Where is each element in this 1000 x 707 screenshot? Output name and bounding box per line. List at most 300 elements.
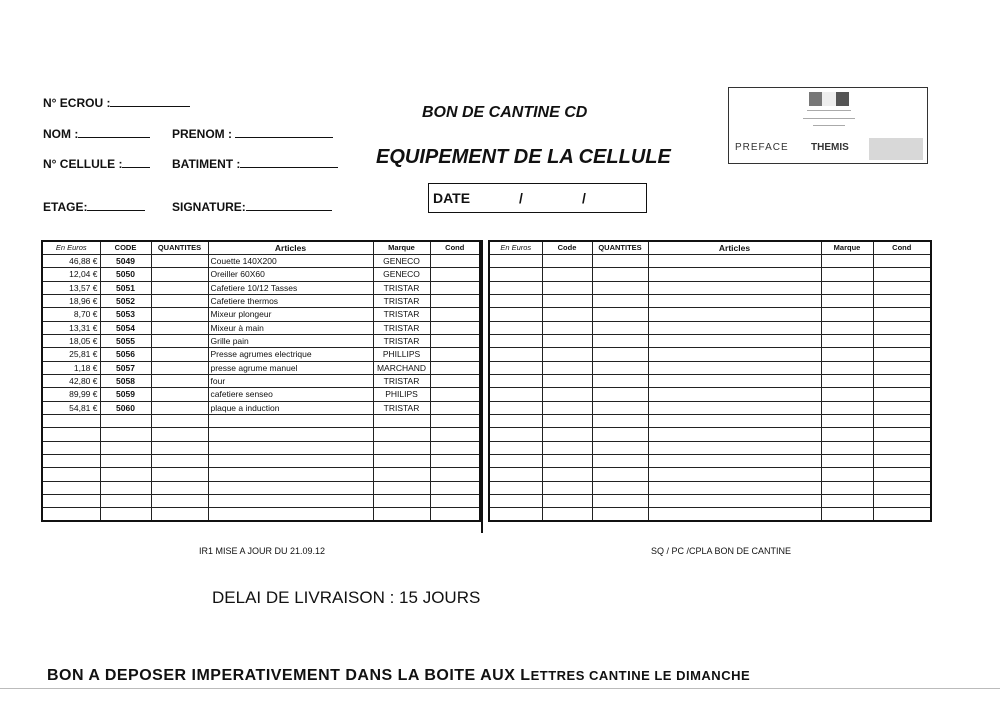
signature-field <box>172 199 332 214</box>
brand-cell <box>821 495 873 508</box>
date-separator: / <box>519 190 523 206</box>
quantity-cell[interactable] <box>151 495 208 508</box>
table-header-row <box>42 241 480 254</box>
brand-cell <box>373 508 430 521</box>
articles-table-right <box>488 240 932 522</box>
price-cell <box>489 348 542 361</box>
table-row <box>42 254 480 267</box>
table-header-row <box>489 241 931 254</box>
signature-label: SIGNATURE: <box>172 200 246 214</box>
code-cell: 5055 <box>100 334 151 347</box>
price-cell <box>489 268 542 281</box>
cond-cell <box>873 388 931 401</box>
cond-cell <box>873 254 931 267</box>
code-cell <box>100 495 151 508</box>
brand-cell <box>373 468 430 481</box>
cond-cell <box>430 281 480 294</box>
themis-logo: THEMIS <box>811 142 849 153</box>
cond-cell <box>430 374 480 387</box>
brand-cell: TRISTAR <box>373 374 430 387</box>
price-cell <box>42 495 100 508</box>
price-cell <box>42 455 100 468</box>
code-cell <box>542 508 592 521</box>
table-row <box>42 334 480 347</box>
cond-cell <box>873 361 931 374</box>
quantity-cell[interactable] <box>592 281 648 294</box>
quantity-cell[interactable] <box>151 348 208 361</box>
brand-cell <box>373 428 430 441</box>
code-cell <box>542 401 592 414</box>
cond-cell <box>430 268 480 281</box>
brand-cell <box>821 281 873 294</box>
article-cell: Mixeur plongeur <box>208 308 373 321</box>
col-article: Articles <box>208 241 373 254</box>
price-cell: 89,99 € <box>42 388 100 401</box>
col-code: Code <box>542 241 592 254</box>
table-row <box>489 388 931 401</box>
code-cell <box>542 281 592 294</box>
table-row <box>489 294 931 307</box>
brand-cell <box>373 481 430 494</box>
brand-cell <box>821 308 873 321</box>
article-cell <box>648 308 821 321</box>
article-cell: Mixeur à main <box>208 321 373 334</box>
quantity-cell[interactable] <box>592 334 648 347</box>
col-price: En Euros <box>489 241 542 254</box>
prenom-field <box>172 126 333 141</box>
table-row <box>42 268 480 281</box>
table-row <box>489 468 931 481</box>
cond-cell <box>873 348 931 361</box>
price-cell: 25,81 € <box>42 348 100 361</box>
code-cell: 5050 <box>100 268 151 281</box>
table-row <box>489 508 931 521</box>
price-cell: 54,81 € <box>42 401 100 414</box>
code-cell <box>100 414 151 427</box>
article-cell <box>648 468 821 481</box>
quantity-cell[interactable] <box>151 308 208 321</box>
article-cell: cafetiere senseo <box>208 388 373 401</box>
price-cell: 12,04 € <box>42 268 100 281</box>
code-cell <box>542 388 592 401</box>
article-cell <box>648 388 821 401</box>
table-row <box>42 414 480 427</box>
table-row <box>42 495 480 508</box>
quantity-cell[interactable] <box>151 388 208 401</box>
quantity-cell[interactable] <box>592 361 648 374</box>
brand-cell <box>821 374 873 387</box>
quantity-cell[interactable] <box>592 441 648 454</box>
price-cell <box>42 481 100 494</box>
cond-cell <box>873 374 931 387</box>
cond-cell <box>430 468 480 481</box>
article-cell: Presse agrumes electrique <box>208 348 373 361</box>
quantity-cell[interactable] <box>151 401 208 414</box>
brand-cell <box>821 401 873 414</box>
table-row <box>42 455 480 468</box>
price-cell: 13,31 € <box>42 321 100 334</box>
brand-cell <box>373 441 430 454</box>
quantity-cell[interactable] <box>592 268 648 281</box>
code-cell <box>542 414 592 427</box>
brand-cell: TRISTAR <box>373 281 430 294</box>
quantity-cell[interactable] <box>592 481 648 494</box>
cond-cell <box>873 468 931 481</box>
brand-cell <box>821 334 873 347</box>
table-row <box>489 428 931 441</box>
quantity-cell[interactable] <box>592 388 648 401</box>
quantity-cell[interactable] <box>151 334 208 347</box>
brand-cell <box>821 441 873 454</box>
instruction-small: ETTRES CANTINE LE DIMANCHE <box>530 668 751 683</box>
table-row <box>489 401 931 414</box>
price-cell <box>489 401 542 414</box>
preface-logo: PREFACE <box>735 142 789 153</box>
col-article: Articles <box>648 241 821 254</box>
price-cell <box>489 308 542 321</box>
table-row <box>42 321 480 334</box>
brand-cell <box>821 361 873 374</box>
revision-note: IR1 MISE A JOUR DU 21.09.12 <box>199 546 326 556</box>
quantity-cell[interactable] <box>151 428 208 441</box>
quantity-cell[interactable] <box>592 468 648 481</box>
form-reference: SQ / PC /CPLA BON DE CANTINE <box>651 546 792 556</box>
quantity-cell[interactable] <box>151 254 208 267</box>
price-cell <box>489 388 542 401</box>
table-row <box>42 468 480 481</box>
price-cell <box>489 294 542 307</box>
brand-cell <box>821 481 873 494</box>
code-cell <box>542 321 592 334</box>
etage-label: ETAGE: <box>43 200 88 214</box>
article-cell <box>648 334 821 347</box>
quantity-cell[interactable] <box>592 294 648 307</box>
price-cell <box>489 334 542 347</box>
batiment-label: BATIMENT : <box>172 157 241 171</box>
quantity-cell[interactable] <box>592 374 648 387</box>
quantity-cell[interactable] <box>151 268 208 281</box>
price-cell <box>489 281 542 294</box>
article-cell <box>648 374 821 387</box>
code-cell <box>542 254 592 267</box>
col-brand: Marque <box>821 241 873 254</box>
table-row <box>489 308 931 321</box>
table-row <box>42 374 480 387</box>
price-cell: 8,70 € <box>42 308 100 321</box>
form-subtitle: EQUIPEMENT DE LA CELLULE <box>376 146 671 168</box>
code-cell <box>542 374 592 387</box>
article-cell <box>648 455 821 468</box>
table-row <box>42 294 480 307</box>
quantity-cell[interactable] <box>151 281 208 294</box>
logo-box <box>728 87 928 164</box>
code-cell: 5060 <box>100 401 151 414</box>
price-cell <box>489 495 542 508</box>
deposit-instruction <box>47 667 750 685</box>
price-cell: 18,05 € <box>42 334 100 347</box>
table-row <box>489 414 931 427</box>
article-cell <box>648 281 821 294</box>
code-cell: 5052 <box>100 294 151 307</box>
table-row <box>489 268 931 281</box>
table-row <box>489 495 931 508</box>
quantity-cell[interactable] <box>592 414 648 427</box>
article-cell <box>208 495 373 508</box>
code-cell: 5054 <box>100 321 151 334</box>
batiment-field <box>172 156 338 171</box>
article-cell: Grille pain <box>208 334 373 347</box>
republic-flag-icon <box>809 92 849 106</box>
brand-cell: PHILIPS <box>373 388 430 401</box>
brand-cell <box>821 508 873 521</box>
prenom-label: PRENOM : <box>172 127 232 141</box>
code-cell <box>542 481 592 494</box>
price-cell <box>489 441 542 454</box>
quantity-cell[interactable] <box>592 401 648 414</box>
cond-cell <box>873 508 931 521</box>
brand-cell: MARCHAND <box>373 361 430 374</box>
cond-cell <box>873 294 931 307</box>
code-cell <box>542 428 592 441</box>
nom-label: NOM : <box>43 127 79 141</box>
form-title: BON DE CANTINE CD <box>422 104 588 121</box>
article-cell <box>648 428 821 441</box>
article-cell <box>208 481 373 494</box>
quantity-cell[interactable] <box>151 468 208 481</box>
cond-cell <box>873 401 931 414</box>
cond-cell <box>430 401 480 414</box>
quantity-cell[interactable] <box>592 308 648 321</box>
brand-cell <box>821 321 873 334</box>
table-divider <box>481 240 483 533</box>
article-cell <box>208 441 373 454</box>
articles-table-left <box>41 240 481 522</box>
price-cell <box>42 414 100 427</box>
table-row <box>489 361 931 374</box>
brand-cell <box>373 414 430 427</box>
price-cell <box>489 468 542 481</box>
cond-cell <box>430 361 480 374</box>
article-cell <box>648 321 821 334</box>
col-code: CODE <box>100 241 151 254</box>
table-row <box>489 254 931 267</box>
article-cell: Cafetiere 10/12 Tasses <box>208 281 373 294</box>
price-cell <box>489 508 542 521</box>
price-cell: 13,57 € <box>42 281 100 294</box>
cond-cell <box>430 388 480 401</box>
quantity-cell[interactable] <box>151 441 208 454</box>
code-cell: 5051 <box>100 281 151 294</box>
brand-cell <box>821 414 873 427</box>
price-cell: 18,96 € <box>42 294 100 307</box>
code-cell <box>542 361 592 374</box>
price-cell <box>489 321 542 334</box>
cond-cell <box>430 321 480 334</box>
ecrou-field <box>43 95 190 110</box>
article-cell <box>208 428 373 441</box>
etage-field <box>43 199 145 214</box>
article-cell: four <box>208 374 373 387</box>
article-cell <box>648 441 821 454</box>
brand-cell: TRISTAR <box>373 401 430 414</box>
cond-cell <box>430 294 480 307</box>
quantity-cell[interactable] <box>592 428 648 441</box>
table-row <box>489 455 931 468</box>
quantity-cell[interactable] <box>592 321 648 334</box>
cond-cell <box>873 495 931 508</box>
cond-cell <box>873 268 931 281</box>
code-cell: 5059 <box>100 388 151 401</box>
brand-cell: GENECO <box>373 254 430 267</box>
table-row <box>489 481 931 494</box>
brand-cell <box>821 348 873 361</box>
quantity-cell[interactable] <box>151 374 208 387</box>
brand-cell: TRISTAR <box>373 321 430 334</box>
article-cell <box>648 495 821 508</box>
quantity-cell[interactable] <box>592 495 648 508</box>
article-cell: Cafetiere thermos <box>208 294 373 307</box>
cond-cell <box>873 455 931 468</box>
code-cell: 5053 <box>100 308 151 321</box>
article-cell <box>648 481 821 494</box>
article-cell <box>648 414 821 427</box>
article-cell <box>648 254 821 267</box>
code-cell <box>542 294 592 307</box>
table-row <box>489 348 931 361</box>
nom-field <box>43 126 150 141</box>
code-cell <box>100 441 151 454</box>
cond-cell <box>430 254 480 267</box>
table-row <box>42 348 480 361</box>
code-cell <box>100 468 151 481</box>
brand-cell: TRISTAR <box>373 308 430 321</box>
table-row <box>489 441 931 454</box>
cond-cell <box>873 481 931 494</box>
brand-cell <box>373 455 430 468</box>
article-cell <box>648 294 821 307</box>
col-price: En Euros <box>42 241 100 254</box>
table-row <box>42 481 480 494</box>
cond-cell <box>430 348 480 361</box>
delivery-delay: DELAI DE LIVRAISON : 15 JOURS <box>212 588 481 607</box>
code-cell <box>100 481 151 494</box>
quantity-cell[interactable] <box>151 414 208 427</box>
code-cell <box>542 468 592 481</box>
col-quantity: QUANTITES <box>151 241 208 254</box>
date-label: DATE <box>433 190 471 206</box>
cond-cell <box>430 308 480 321</box>
brand-cell <box>821 468 873 481</box>
code-cell <box>542 495 592 508</box>
article-cell: Couette 140X200 <box>208 254 373 267</box>
table-row <box>489 321 931 334</box>
brand-cell <box>821 254 873 267</box>
cond-cell <box>430 414 480 427</box>
quantity-cell[interactable] <box>592 254 648 267</box>
table-row <box>42 441 480 454</box>
code-cell: 5049 <box>100 254 151 267</box>
price-cell <box>42 428 100 441</box>
cond-cell <box>873 281 931 294</box>
code-cell: 5057 <box>100 361 151 374</box>
code-cell <box>542 334 592 347</box>
date-box <box>428 183 647 213</box>
cond-cell <box>430 508 480 521</box>
brand-cell: TRISTAR <box>373 334 430 347</box>
cond-cell <box>430 481 480 494</box>
bottom-rule <box>0 688 1000 689</box>
cond-cell <box>430 495 480 508</box>
table-row <box>42 428 480 441</box>
article-cell <box>648 401 821 414</box>
cond-cell <box>430 441 480 454</box>
brand-cell: PHILLIPS <box>373 348 430 361</box>
cond-cell <box>430 455 480 468</box>
table-row <box>489 334 931 347</box>
table-row <box>42 361 480 374</box>
quantity-cell[interactable] <box>592 455 648 468</box>
cond-cell <box>873 321 931 334</box>
quantity-cell[interactable] <box>592 348 648 361</box>
cond-cell <box>873 441 931 454</box>
instruction-main: BON A DEPOSER IMPERATIVEMENT DANS LA BOITE AUX L <box>47 667 531 684</box>
brand-cell: TRISTAR <box>373 294 430 307</box>
price-cell <box>489 428 542 441</box>
article-cell <box>648 348 821 361</box>
brand-cell <box>821 455 873 468</box>
quantity-cell[interactable] <box>151 361 208 374</box>
table-row <box>42 388 480 401</box>
quantity-cell[interactable] <box>151 294 208 307</box>
table-row <box>42 401 480 414</box>
code-cell <box>542 348 592 361</box>
code-cell <box>542 268 592 281</box>
article-cell: plaque a induction <box>208 401 373 414</box>
code-cell <box>100 455 151 468</box>
article-cell <box>648 268 821 281</box>
quantity-cell[interactable] <box>151 481 208 494</box>
date-separator: / <box>582 190 586 206</box>
article-cell: Oreiller 60X60 <box>208 268 373 281</box>
article-cell <box>648 508 821 521</box>
col-brand: Marque <box>373 241 430 254</box>
code-cell: 5056 <box>100 348 151 361</box>
quantity-cell[interactable] <box>151 321 208 334</box>
article-cell <box>208 468 373 481</box>
price-cell: 1,18 € <box>42 361 100 374</box>
brand-cell: GENECO <box>373 268 430 281</box>
cellule-label: N° CELLULE : <box>43 157 123 171</box>
code-cell <box>100 508 151 521</box>
code-cell <box>100 428 151 441</box>
code-cell <box>542 441 592 454</box>
price-cell <box>489 414 542 427</box>
table-row <box>42 308 480 321</box>
cond-cell <box>873 428 931 441</box>
quantity-cell[interactable] <box>592 508 648 521</box>
price-cell <box>42 441 100 454</box>
table-row <box>489 374 931 387</box>
partner-logo <box>869 138 923 160</box>
code-cell: 5058 <box>100 374 151 387</box>
quantity-cell[interactable] <box>151 455 208 468</box>
brand-cell <box>373 495 430 508</box>
article-cell <box>208 508 373 521</box>
col-quantity: QUANTITES <box>592 241 648 254</box>
quantity-cell[interactable] <box>151 508 208 521</box>
article-cell <box>648 361 821 374</box>
price-cell <box>42 468 100 481</box>
